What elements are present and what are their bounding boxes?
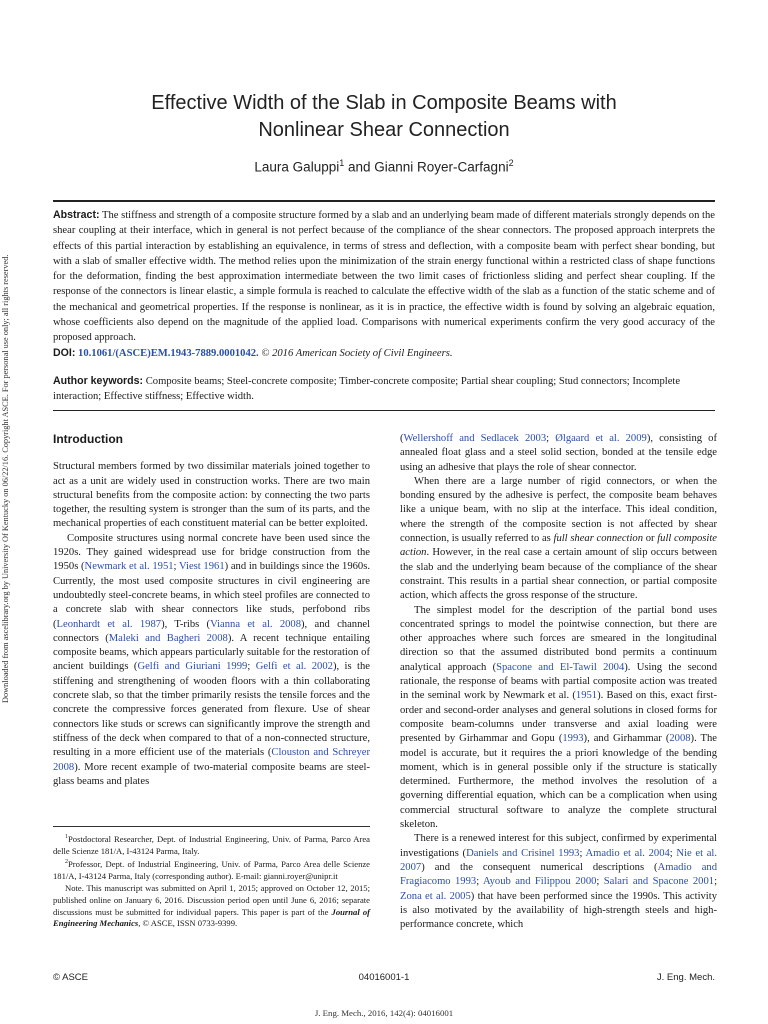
text-run: ; <box>596 876 604 888</box>
paragraph <box>53 532 370 789</box>
footnote <box>53 857 370 882</box>
keywords-block <box>53 374 715 405</box>
citation-link[interactable]: Nie et al. 2007 <box>400 847 718 873</box>
footnote <box>53 832 370 857</box>
paragraph <box>400 604 717 833</box>
paper-title <box>60 90 708 144</box>
text-run: ). The model is accurate, but it requires the a priori knowledge of the bending moment, which is in general possible only if the structure is statically determined. Furthermore, the method involves the resolution of a governing differential equation, which can be a complication when using commercial structural software to analyze the complete structural skeleton. <box>400 733 717 831</box>
text-run: ), is the stiffening and strengthening of wooden floors with a thin collaborating concrete slab, so that the timber primarily resists the tensile forces and the concrete the compressive forces generated from flexure. Use of shear connectors like studs or screws can significantly improve the strength and stiffness of the deck when compared to that of a non-connected structure, resulting in a more efficient use of the materials ( <box>53 661 371 759</box>
text-run: ; <box>579 847 586 859</box>
author-affiliation-marker: 2 <box>508 158 514 168</box>
text-run: There is a renewed interest for this subject, confirmed by experimental investigations ( <box>400 833 717 859</box>
text-run: ), consisting of annealed float glass and a steel solid section, bonded at the tensile edge using an adhesive that plays the role of shear connector. <box>400 433 718 473</box>
text-run: ). More recent example of two-material composite beams are steel-glass beams and plates <box>53 761 370 787</box>
citation-link[interactable]: Daniels and Crisinel 1993 <box>466 847 580 859</box>
footnote-text: Postdoctoral Researcher, Dept. of Industrial Engineering, Univ. of Parma, Parco Area delle Scienze 181/A, I-43124 Parma, Italy. <box>53 833 370 856</box>
text-run: ; <box>669 847 677 859</box>
citation-link[interactable]: Newmark et al. 1951 <box>84 561 174 573</box>
text-run: ; <box>173 561 179 573</box>
keywords-text: Composite beams; Steel-concrete composite; Timber-concrete composite; Partial shear coupling; Stud connectors; Incomplete interaction; Effective stiffness; Effective width. <box>53 376 681 403</box>
text-run: ). Based on this, exact first-order and second-order analyses and general solutions in closed forms for composite beam-columns under transverse and axial loading were presented by Girhammar and Gopu ( <box>400 690 717 745</box>
footer-journal: J. Eng. Mech. <box>656 972 715 983</box>
abstract-text: The stiffness and strength of a composite structure formed by a slab and an underlying beam made of different materials strongly depends on the shear coupling at their interface, which in general is not perfect because of the compliance of the shear connectors. The proposed approach interprets the effects of this partial interaction by establishing an equivalence, in terms of stress and deflection, with a composite beam with perfect shear bonding, but with a slab of smaller effective width. The method relies upon the minimization of the strain energy functional within a restricted class of shape functions for the deformation, finding the best approximation intermediate between the two limit cases of frictionless sliding and perfect shear coupling. If the response of the connectors is linear elastic, a simple formula is reached to calculate the effective width of the slab as a function of the static scheme and of the mechanical and geometrical properties. If the response is nonlinear, as it is in practice, the effective width is found by solving an algebraic equation, whose coefficients also depend on the magnitude of the applied load. Comparisons with numerical experiments confirm the very good accuracy of the proposed approach. <box>53 210 715 344</box>
author-conjunction: and <box>344 159 375 175</box>
citation-link[interactable]: 2008 <box>669 733 691 745</box>
citation-link[interactable]: Spacone and El-Tawil 2004 <box>496 661 625 673</box>
text-run: ), T-ribs ( <box>161 618 211 630</box>
paragraph <box>400 475 717 604</box>
citation-link[interactable]: 1951 <box>575 690 598 702</box>
footnote-text: Professor, Dept. of Industrial Engineering, Univ. of Parma, Parco Area delle Scienze 181/A, I-43124 Parma, Italy (corresponding author). E-mail: gianni.royer@unipr.it <box>53 859 370 882</box>
citation-link[interactable]: Vianna et al. 2008 <box>210 618 302 630</box>
text-run: ; <box>714 876 718 888</box>
doi-link[interactable]: 10.1061/(ASCE)EM.1943-7889.0001042. <box>78 347 259 359</box>
text-run: ) and in buildings since the 1960s. Currently, the most used composite structures in civil engineering are undoubtedly steel-concrete beams, in which steel profiles are connected to a concrete slab with shear connectors like studs, perfobond ribs ( <box>53 561 370 630</box>
text-run: ), and Girhammar ( <box>583 733 670 745</box>
text-run: The simplest model for the description of the partial bond uses concentrated springs to model the pointwise connection, but there are other approaches where such forces are smeared in the longitudinal direction so that the assumed distributed bond permits a continuum analytical approach ( <box>400 604 717 673</box>
abstract-top-rule <box>53 200 715 202</box>
text-run: ). A recent technique entailing composite beams, which appears particularly suitable for the restoration of ancient buildings ( <box>53 632 370 673</box>
abstract-label: Abstract: <box>53 209 100 221</box>
citation-link[interactable]: Clouston and Schreyer 2008 <box>53 747 370 773</box>
paragraph <box>400 832 717 932</box>
text-run: . However, in the real case a certain amount of slip occurs between the slab and the underlying beam because of the compliance of the shear constraint. This results in a partial shear connection, or partial composite action, which affects the gross response of the structure. <box>400 547 717 602</box>
footnotes <box>53 826 370 930</box>
note-text: , © ASCE, ISSN 0733-9399. <box>138 918 238 929</box>
keywords-label: Author keywords: <box>53 375 144 387</box>
abstract-block <box>53 208 715 361</box>
author-name: Laura Galuppi <box>254 159 340 175</box>
text-run: When there are a large number of rigid connectors, or when the bonding ensured by the adhesive is perfect, the composite beam behaves like a unique beam, with no slip at the interface. This ideal condition, where the strength of the composite section is not affected by shear connection, is usually referred to as <box>400 475 717 545</box>
text-run: ) and the consequent numerical descriptions ( <box>421 861 658 873</box>
author-affiliation-marker: 1 <box>339 158 345 168</box>
citation-link[interactable]: Ølgaard et al. 2009 <box>555 433 647 444</box>
text-run: ), and channel connectors ( <box>53 618 371 644</box>
journal-name: Journal of Engineering Mechanics <box>53 906 370 929</box>
citation-link[interactable]: Amadio and Fragiacomo 1993 <box>400 861 718 888</box>
footnote-marker: 2 <box>65 859 68 866</box>
citation-link[interactable]: Wellershoff and Sedlacek 2003 <box>403 433 547 444</box>
paragraph: Structural members formed by two dissimilar materials joined together to act as a unit are widely used in construction works. There are two main structural benefits from the composite action: by connecting the two parts together, the resulting system is stronger than the sum of its parts, and the mechanical properties of each constituent material can be better exploited. <box>53 461 370 530</box>
text-run: or <box>643 533 658 545</box>
text-run: ; <box>476 876 483 888</box>
text-run: ; <box>247 661 256 673</box>
citation-link[interactable]: Gelfi and Giuriani 1999 <box>137 661 248 673</box>
citation-link[interactable]: Salari and Spacone 2001 <box>603 876 715 888</box>
citation-link[interactable]: Ayoub and Filippou 2000 <box>482 876 597 888</box>
doi-label: DOI: <box>53 346 76 359</box>
paragraph <box>400 432 717 475</box>
copyright-line: © 2016 American Society of Civil Engineers. <box>261 347 453 359</box>
title-line-2: Nonlinear Shear Connection <box>258 119 510 141</box>
italic-term: full composite action <box>400 533 718 559</box>
note-text: Note. This manuscript was submitted on April 1, 2015; approved on October 12, 2015; published online on January 6, 2016. Discussion period open until June 6, 2016; separate discussions must be submitted for individual papers. This paper is part of the <box>53 882 370 917</box>
author-name: Gianni Royer-Carfagni <box>374 159 509 175</box>
citation-link[interactable]: Maleki and Bagheri 2008 <box>108 632 228 644</box>
section-heading-introduction: Introduction <box>53 432 123 446</box>
citation-line: J. Eng. Mech., 2016, 142(4): 04016001 <box>314 1008 454 1018</box>
text-run: ; <box>546 433 556 444</box>
text-run: ) that have been performed since the 1990s. This activity is also motivated by the availability of high-strength steels and high-performance concrete, which <box>400 890 717 931</box>
text-run: Composite structures using normal concrete have been used since the 1920s. They gained widespread use for bridge construction from the 1950s ( <box>53 532 370 573</box>
author-list <box>60 158 708 175</box>
citation-link[interactable]: Gelfi et al. 2002 <box>255 661 333 673</box>
italic-term: full shear connection <box>553 533 644 545</box>
download-notice-sidebar: Downloaded from ascelibrary.org by University Of Kentucky on 06/22/16. Copyright ASCE. For personal use only; all rights reserved. <box>1 254 10 703</box>
citation-link[interactable]: 1993 <box>562 733 584 745</box>
keywords-bottom-rule <box>53 410 715 411</box>
footer-publisher: © ASCE <box>53 972 88 983</box>
footnote-marker: 1 <box>65 834 68 840</box>
footnote-note <box>53 883 370 930</box>
citation-link[interactable]: Amadio et al. 2004 <box>585 847 670 859</box>
right-column <box>400 432 717 932</box>
citation-link[interactable]: Viest 1961 <box>179 561 225 573</box>
footer-article-number: 04016001-1 <box>358 972 410 983</box>
text-run: ( <box>400 433 404 444</box>
title-line-1: Effective Width of the Slab in Composite Beams with <box>151 92 617 114</box>
citation-link[interactable]: Leonhardt et al. 1987 <box>56 618 162 630</box>
left-column <box>53 432 370 789</box>
text-run: ). Using the second rationale, the response of beams with partial composite action was treated in the seminal work by Newmark et al. ( <box>400 661 718 702</box>
citation-link[interactable]: Zona et al. 2005 <box>400 890 471 902</box>
